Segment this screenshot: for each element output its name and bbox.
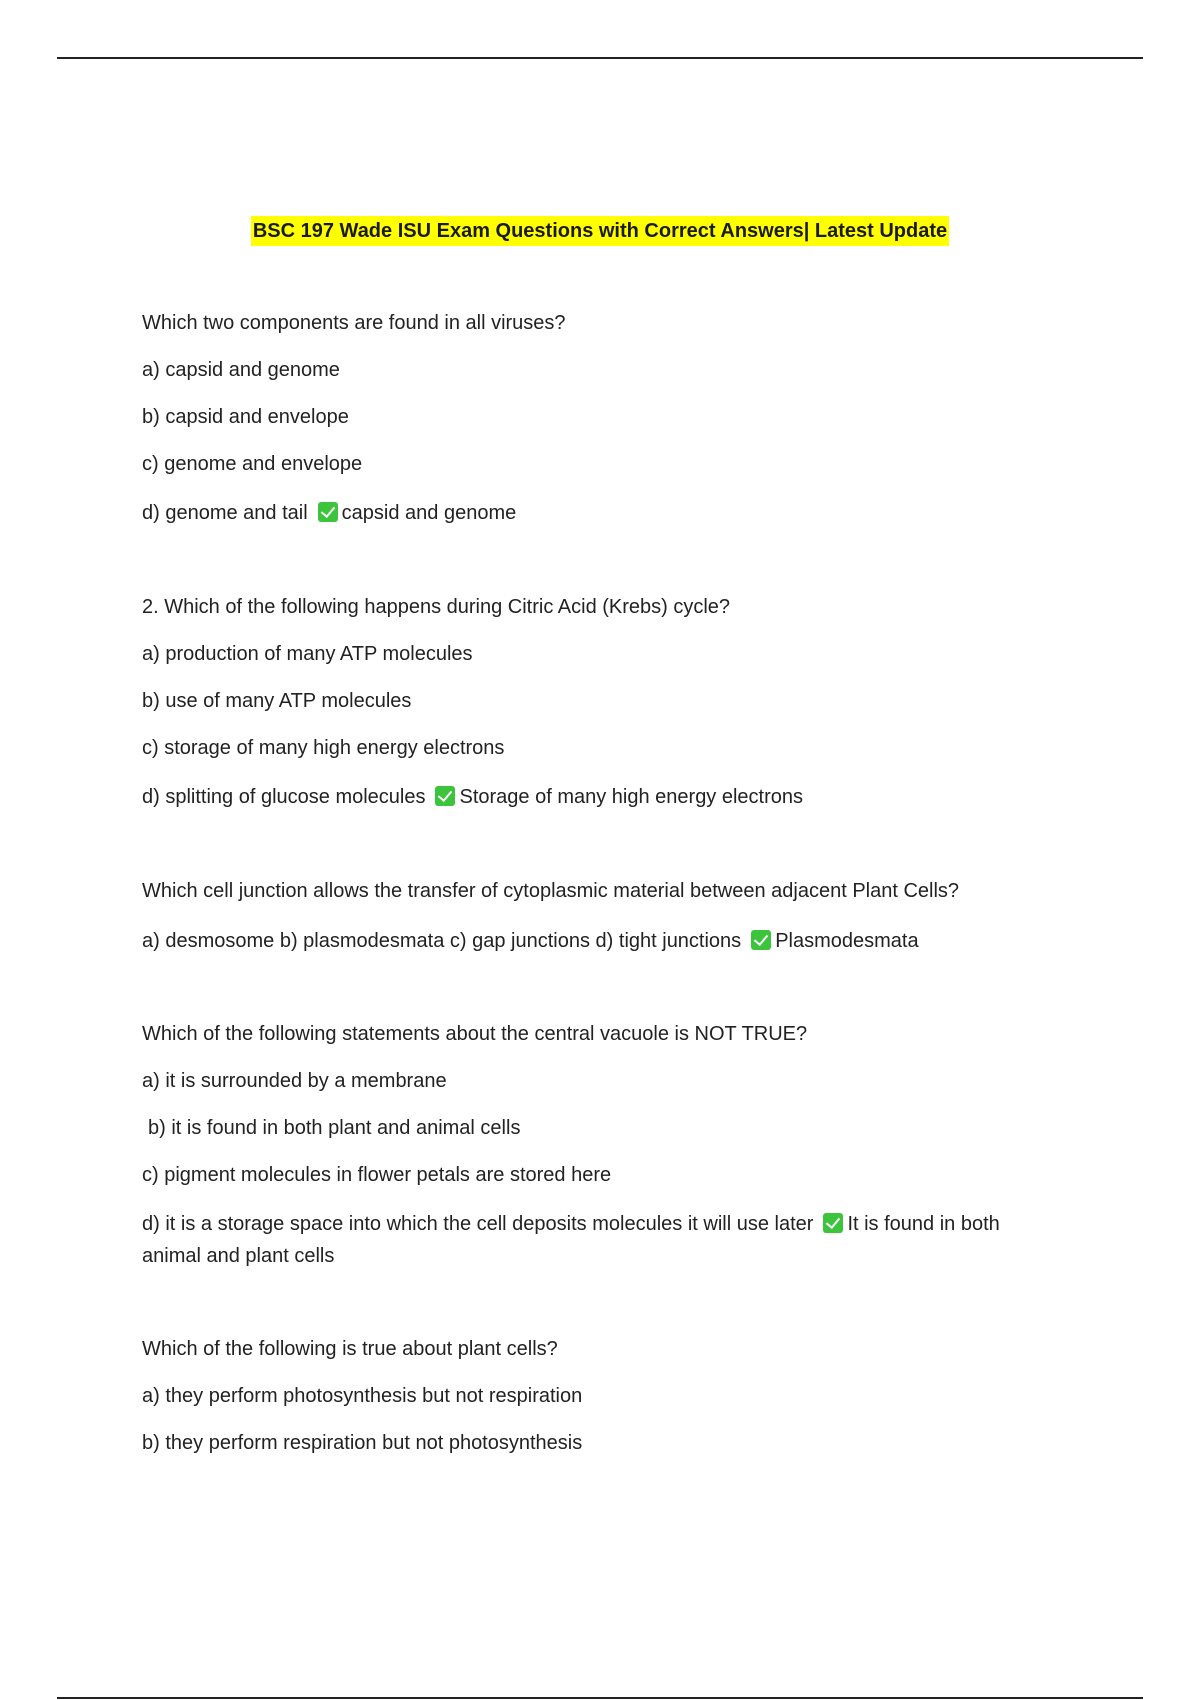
check-mark-icon bbox=[751, 930, 771, 950]
bottom-rule bbox=[57, 1697, 1143, 1699]
q2-option-c: c) storage of many high energy electrons bbox=[142, 737, 505, 759]
q3-answer: Plasmodesmata bbox=[775, 930, 919, 952]
q5-option-a: a) they perform photosynthesis but not respiration bbox=[142, 1385, 583, 1407]
q1-option-d-row bbox=[142, 500, 516, 526]
q2-option-a: a) production of many ATP molecules bbox=[142, 643, 473, 665]
q4-option-d: d) it is a storage space into which the cell deposits molecules it will use later bbox=[142, 1213, 814, 1235]
q1-option-d: d) genome and tail bbox=[142, 502, 308, 524]
check-mark-icon bbox=[318, 502, 338, 522]
q1-option-b: b) capsid and envelope bbox=[142, 406, 349, 428]
check-mark-icon bbox=[823, 1213, 843, 1233]
q5-question: Which of the following is true about plant cells? bbox=[142, 1338, 558, 1360]
q3-options-row bbox=[142, 928, 919, 954]
q1-question: Which two components are found in all viruses? bbox=[142, 312, 566, 334]
q2-option-d: d) splitting of glucose molecules bbox=[142, 786, 426, 808]
q1-option-c: c) genome and envelope bbox=[142, 453, 363, 475]
q4-question: Which of the following statements about the central vacuole is NOT TRUE? bbox=[142, 1023, 808, 1045]
title-block bbox=[0, 216, 1200, 246]
q2-option-d-row bbox=[142, 784, 803, 810]
q4-option-b: b) it is found in both plant and animal cells bbox=[148, 1117, 521, 1139]
q2-option-b: b) use of many ATP molecules bbox=[142, 690, 412, 712]
q2-question: 2. Which of the following happens during Citric Acid (Krebs) cycle? bbox=[142, 596, 731, 618]
q1-option-a: a) capsid and genome bbox=[142, 359, 340, 381]
top-rule bbox=[57, 57, 1143, 59]
q2-answer: Storage of many high energy electrons bbox=[459, 786, 804, 808]
q4-option-d-row bbox=[142, 1208, 1042, 1272]
q3-question: Which cell junction allows the transfer of cytoplasmic material between adjacent Plant Cells? bbox=[142, 880, 960, 902]
q4-option-c: c) pigment molecules in flower petals are stored here bbox=[142, 1164, 612, 1186]
page-title: BSC 197 Wade ISU Exam Questions with Correct Answers| Latest Update bbox=[251, 216, 949, 246]
q4-option-a: a) it is surrounded by a membrane bbox=[142, 1070, 447, 1092]
q3-options: a) desmosome b) plasmodesmata c) gap junctions d) tight junctions bbox=[142, 930, 742, 952]
q4-answer: It is found in both animal and plant cells bbox=[142, 1213, 1000, 1267]
q1-answer: capsid and genome bbox=[341, 502, 517, 524]
check-mark-icon bbox=[435, 786, 455, 806]
q5-option-b: b) they perform respiration but not photosynthesis bbox=[142, 1432, 583, 1454]
